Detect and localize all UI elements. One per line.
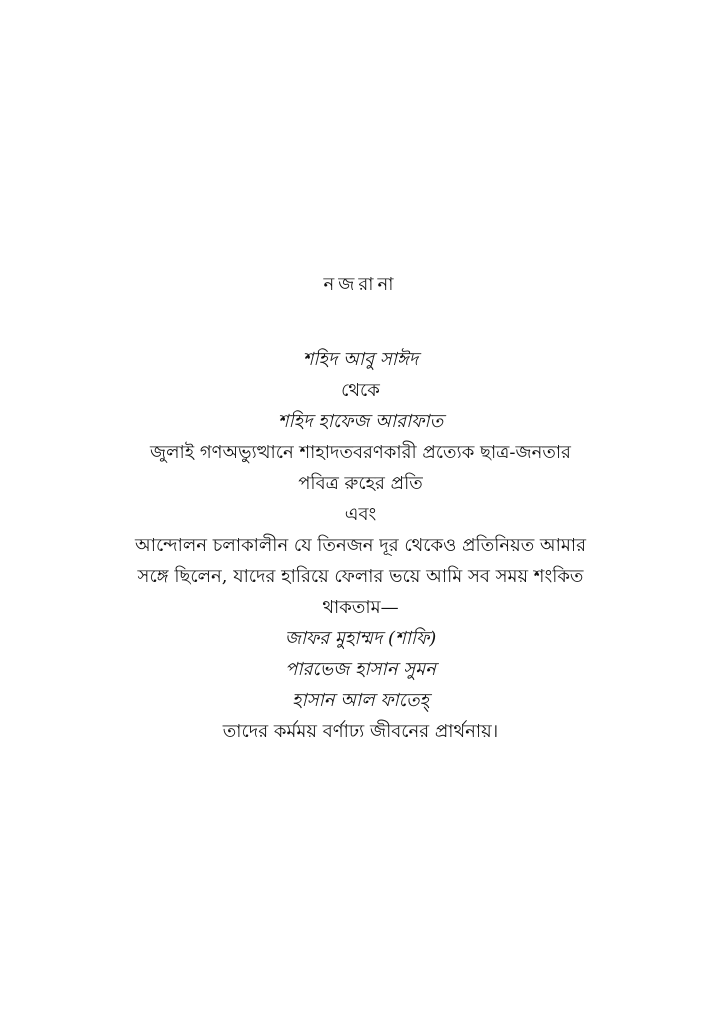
dedication-line-7: আন্দোলন চলাকালীন যে তিনজন দূর থেকেও প্রতিনিয়ত আমার [134,535,587,556]
dedication-line-8: সঙ্গে ছিলেন, যাদের হারিয়ে ফেলার ভয়ে আমি সব সময় শংকিত [137,566,584,587]
page-title: নজরানা [323,274,398,295]
dedication-line-12: হাসান আল ফাতেহ্ [292,690,429,711]
dedication-line-2: থেকে [341,380,380,401]
dedication-line-6: এবং [344,504,377,525]
dedication-line-11: পারভেজ হাসান সুমন [285,659,436,680]
dedication-line-3: শহিদ হাফেজ আরাফাত [277,411,444,432]
dedication-line-10: জাফর মুহাম্মদ (শাফি) [284,628,437,649]
dedication-line-4: জুলাই গণঅভ্যুত্থানে শাহাদতবরণকারী প্রত্যেক ছাত্র-জনতার [150,442,571,463]
dedication-line-1: শহিদ আবু সাঈদ [302,349,419,370]
dedication-line-9: থাকতাম— [322,597,399,618]
dedication-line-5: পবিত্র রুহের প্রতি [298,473,423,494]
dedication-line-13: তাদের কর্মময় বর্ণাঢ্য জীবনের প্রার্থনায়। [222,721,499,742]
dedication-text [120,344,601,747]
